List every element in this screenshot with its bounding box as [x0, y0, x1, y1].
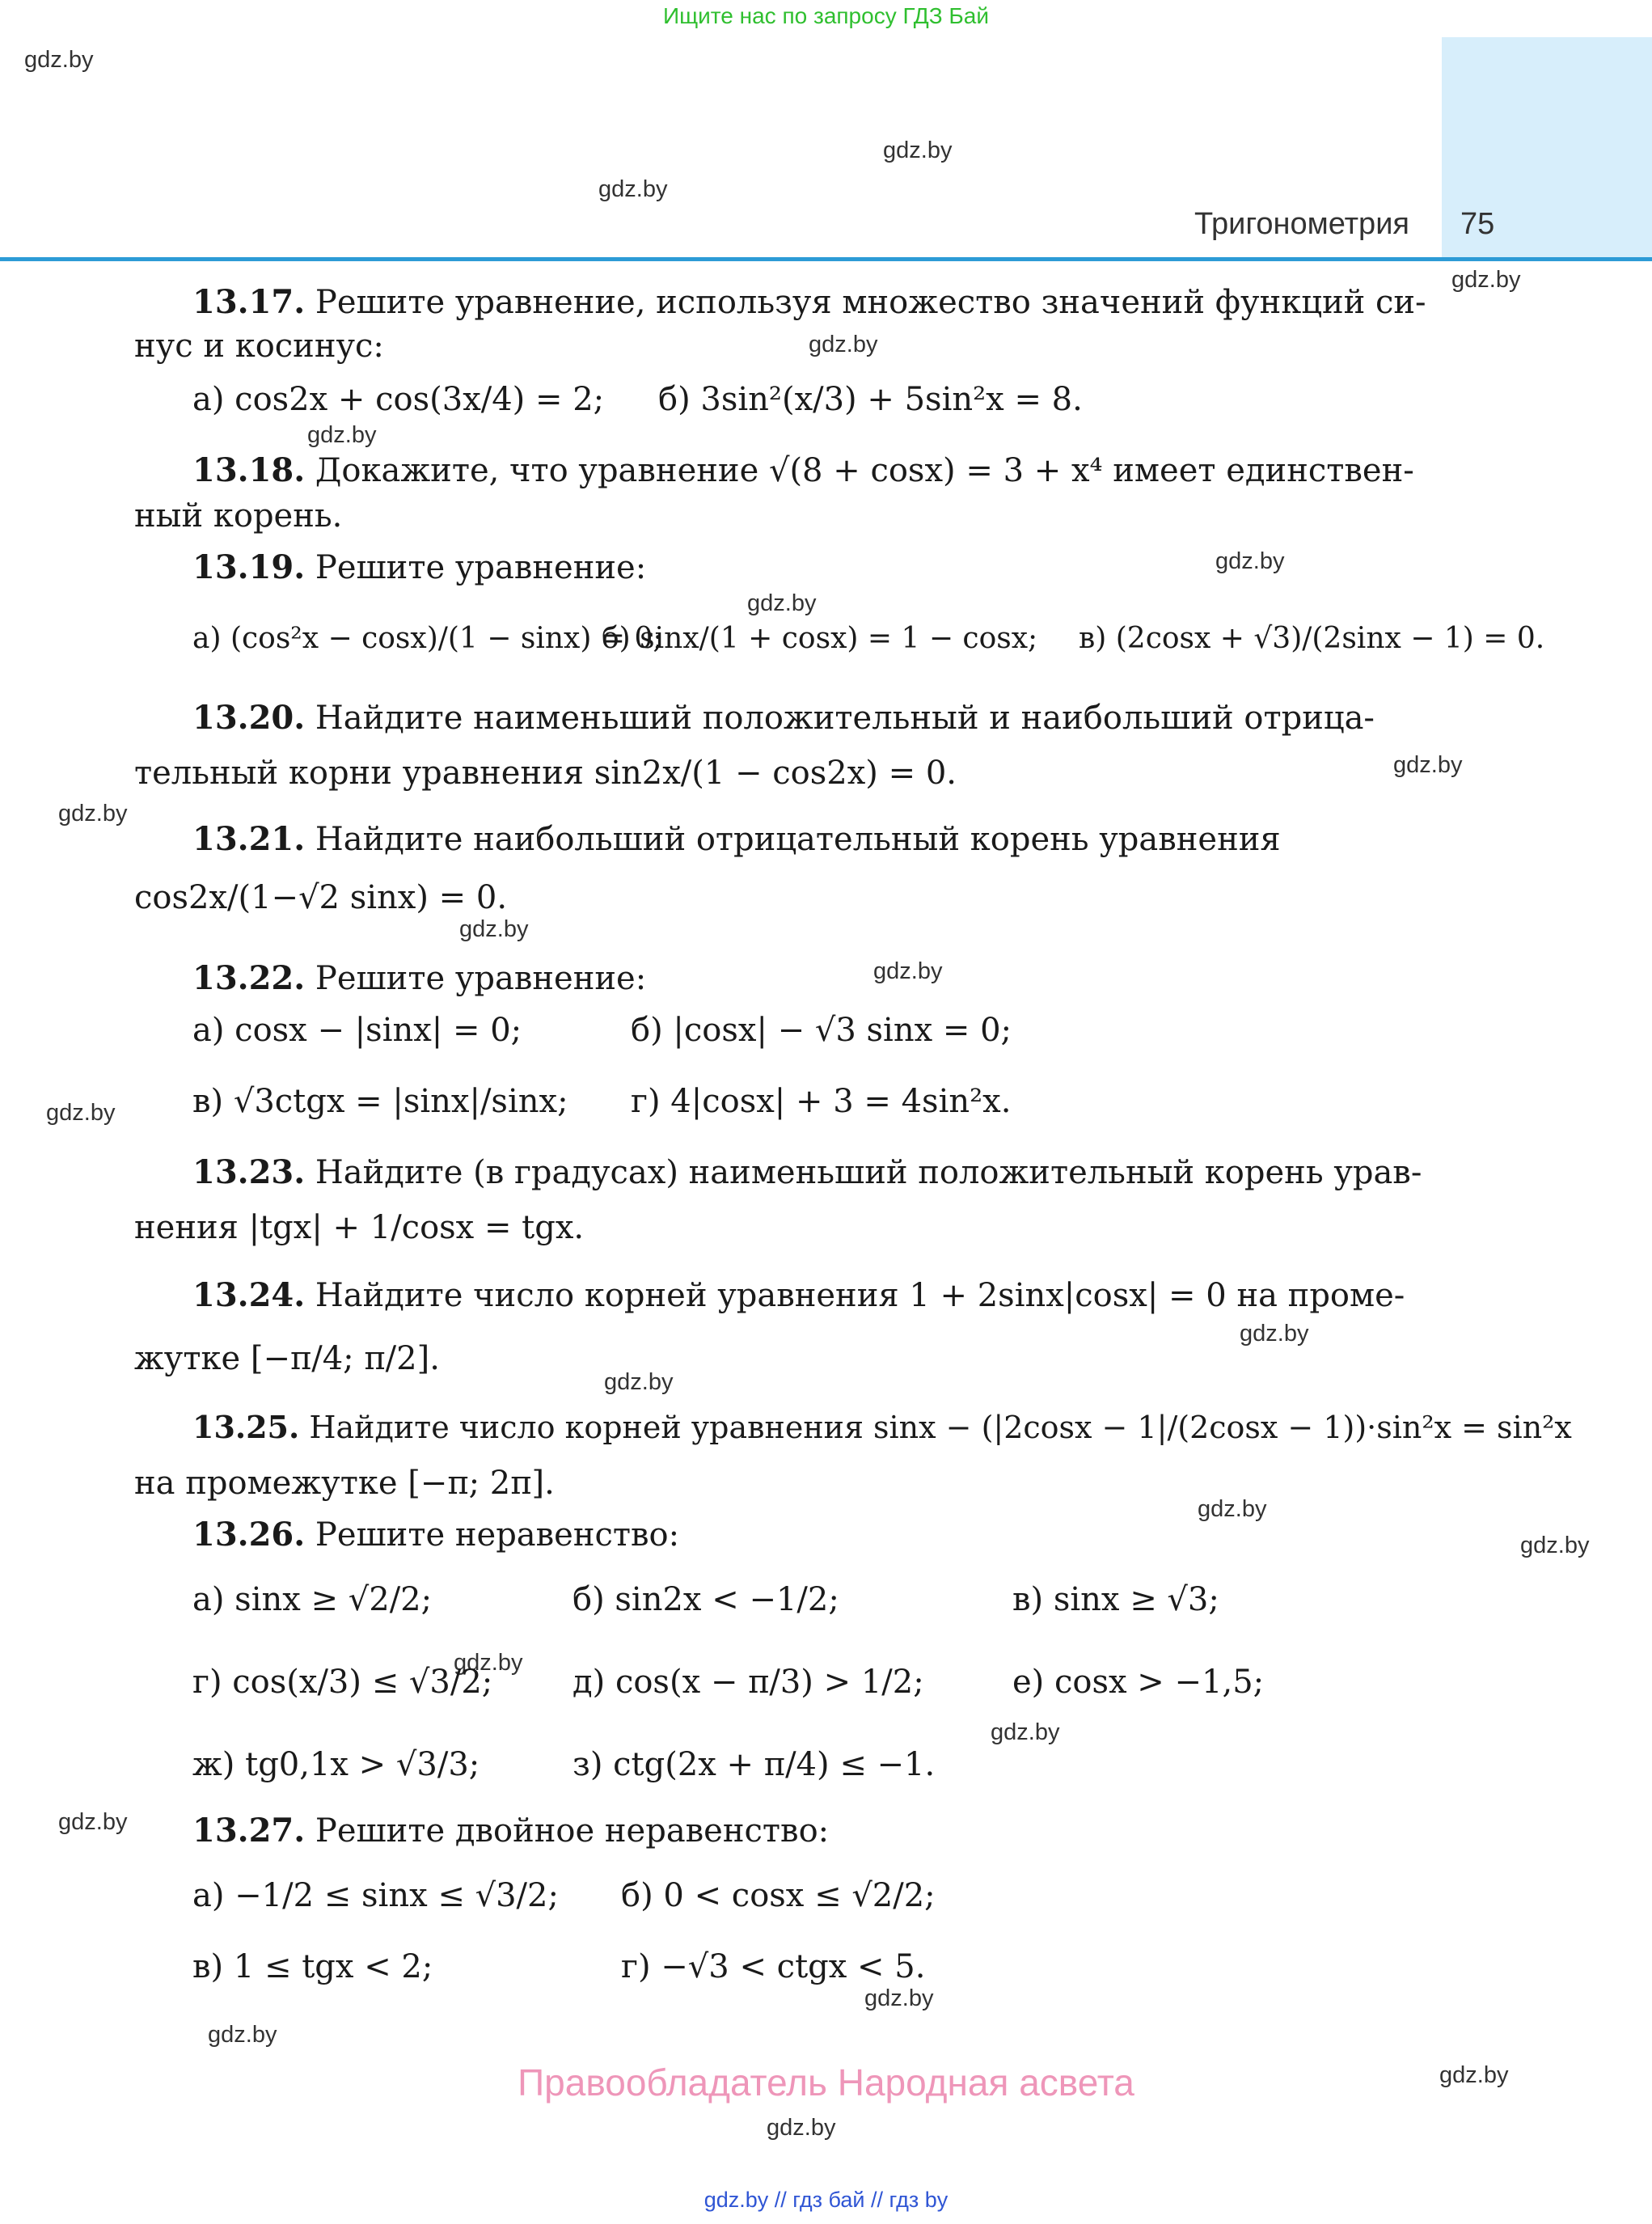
problem-13-27: 13.27. Решите двойное неравенство:: [192, 1812, 830, 1850]
watermark: gdz.by: [208, 2022, 277, 2048]
problem-13-18: 13.18. Докажите, что уравнение √(8 + cosx) = 3 + x⁴ имеет единствен-: [192, 451, 1414, 489]
problem-text: жутке [−π/4; π/2].: [134, 1340, 440, 1377]
problem-text: нения |tgx| + 1/cosx = tgx.: [134, 1209, 585, 1246]
watermark: gdz.by: [767, 2115, 836, 2141]
problem-13-19-a: а) (cos²x − cosx)/(1 − sinx) = 0;: [192, 622, 663, 655]
watermark: gdz.by: [1439, 2062, 1509, 2088]
problem-13-26-c: в) sinx ≥ √3;: [1012, 1581, 1219, 1618]
problem-13-22: 13.22. Решите уравнение:: [192, 959, 647, 997]
watermark: gdz.by: [747, 590, 817, 616]
problem-text: на промежутке [−π; 2π].: [134, 1465, 555, 1502]
watermark: gdz.by: [1393, 752, 1463, 778]
watermark: gdz.by: [46, 1100, 116, 1126]
problem-13-19-b: б) sinx/(1 + cosx) = 1 − cosx;: [602, 622, 1038, 655]
watermark: gdz.by: [873, 958, 943, 984]
watermark: gdz.by: [809, 332, 878, 357]
problem-13-27-a: а) −1/2 ≤ sinx ≤ √3/2;: [192, 1877, 559, 1914]
copyright-notice: Правообладатель Народная асвета: [518, 2061, 1134, 2103]
problem-13-26-a: а) sinx ≥ √2/2;: [192, 1581, 433, 1618]
watermark: gdz.by: [459, 916, 529, 942]
watermark: gdz.by: [604, 1369, 674, 1395]
problem-13-17-b: б) 3sin²(x/3) + 5sin²x = 8.: [658, 381, 1083, 418]
watermark: gdz.by: [307, 422, 377, 448]
top-banner: Ищите нас по запросу ГДЗ Бай: [662, 3, 990, 28]
watermark: gdz.by: [58, 1809, 128, 1835]
watermark: gdz.by: [864, 1985, 934, 2011]
problem-text: ный корень.: [134, 497, 343, 535]
page-number: 75: [1460, 207, 1495, 241]
problem-13-17-a: а) cos2x + cos(3x/4) = 2;: [192, 381, 605, 418]
problem-13-22-d: г) 4|cosx| + 3 = 4sin²x.: [631, 1083, 1012, 1120]
watermark: gdz.by: [1520, 1533, 1590, 1558]
problem-text: тельный корни уравнения sin2x/(1 − cos2x) = 0.: [134, 755, 957, 792]
watermark: gdz.by: [991, 1719, 1060, 1745]
watermark: gdz.by: [1451, 267, 1521, 293]
problem-13-24: 13.24. Найдите число корней уравнения 1 + 2sinx|cosx| = 0 на проме-: [192, 1276, 1405, 1314]
problem-13-22-c: в) √3ctgx = |sinx|/sinx;: [192, 1083, 568, 1120]
watermark: gdz.by: [58, 801, 128, 827]
watermark: gdz.by: [1198, 1496, 1267, 1522]
problem-13-20: 13.20. Найдите наименьший положительный и наибольший отрица-: [192, 699, 1375, 737]
problem-13-22-a: а) cosx − |sinx| = 0;: [192, 1012, 522, 1049]
problem-13-26-e: д) cos(x − π/3) > 1/2;: [572, 1664, 924, 1701]
problem-13-19-c: в) (2cosx + √3)/(2sinx − 1) = 0.: [1079, 622, 1545, 655]
watermark: gdz.by: [1215, 548, 1285, 574]
problem-13-22-b: б) |cosx| − √3 sinx = 0;: [631, 1012, 1012, 1049]
section-title: Тригонометрия: [1194, 207, 1409, 241]
problem-13-17: 13.17. Решите уравнение, используя множество значений функций си-: [192, 283, 1426, 321]
problem-13-23: 13.23. Найдите (в градусах) наименьший положительный корень урав-: [192, 1153, 1422, 1191]
watermark: gdz.by: [454, 1650, 523, 1676]
watermark: gdz.by: [1240, 1321, 1309, 1347]
problem-13-26-b: б) sin2x < −1/2;: [572, 1581, 839, 1618]
header-rule: [0, 257, 1652, 261]
footer-links[interactable]: gdz.by // гдз бай // гдз by: [703, 2188, 949, 2212]
watermark: gdz.by: [883, 137, 953, 163]
problem-13-26: 13.26. Решите неравенство:: [192, 1516, 680, 1554]
problem-13-26-g: ж) tg0,1x > √3/3;: [192, 1746, 480, 1783]
problem-13-27-b: б) 0 < cosx ≤ √2/2;: [621, 1877, 936, 1914]
problem-13-26-d: г) cos(x/3) ≤ √3/2;: [192, 1664, 493, 1701]
problem-13-27-c: в) 1 ≤ tgx < 2;: [192, 1948, 433, 1985]
problem-13-19: 13.19. Решите уравнение:: [192, 548, 647, 586]
problem-13-25: 13.25. Найдите число корней уравнения sinx − (|2cosx − 1|/(2cosx − 1))·sin²x = sin²x: [192, 1409, 1572, 1445]
watermark: gdz.by: [598, 176, 668, 202]
problem-13-26-f: е) cosx > −1,5;: [1012, 1664, 1265, 1701]
problem-13-21: 13.21. Найдите наибольший отрицательный корень уравнения: [192, 820, 1281, 858]
problem-text: cos2x/(1−√2 sinx) = 0.: [134, 879, 508, 916]
problem-13-27-d: г) −√3 < ctgx < 5.: [621, 1948, 926, 1985]
watermark: gdz.by: [24, 47, 94, 73]
problem-13-26-h: з) ctg(2x + π/4) ≤ −1.: [572, 1746, 936, 1783]
problem-text: нус и косинус:: [134, 328, 384, 365]
